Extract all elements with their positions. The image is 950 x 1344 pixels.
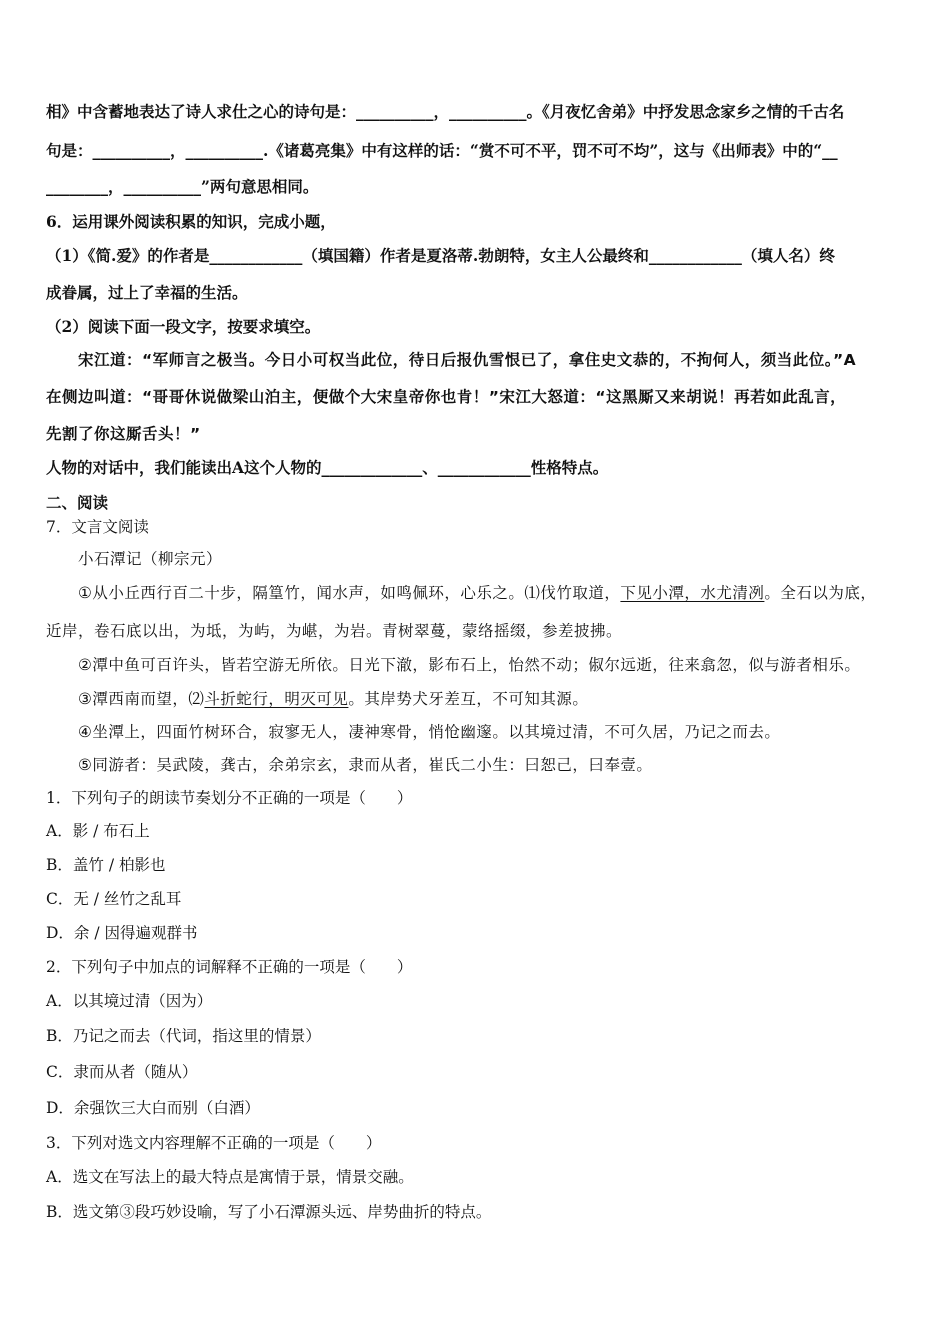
q6-passage-line2: 在侧边叫道：“哥哥休说做梁山泊主，便做个大宋皇帝你也肯！”宋江大怒道：“这黑厮又来胡说！再若如此乱言， [46, 388, 847, 406]
section5-line3: ________，__________”两句意思相同。 [46, 177, 319, 196]
text-title: 小石潭记（柳宗元） [78, 550, 223, 568]
question-3-option-b: B．选文第③段巧妙设喻，写了小石潭源头远、岸势曲折的特点。 [46, 1203, 492, 1221]
paragraph-3-text-b: 。其岸势犬牙差互，不可知其源。 [348, 690, 589, 708]
question-2-option-a: A．以其境过清（因为） [46, 992, 213, 1010]
paragraph-3-text-a: ③潭西南而望，⑵ [78, 690, 205, 708]
paragraph-4: ④坐潭上，四面竹树环合，寂寥无人，凄神寒骨，悄怆幽邃。以其境过清，不可久居，乃记之而去。 [78, 723, 781, 741]
question-1-option-c: C．无 / 丝竹之乱耳 [46, 890, 182, 908]
paragraph-1-text-b: 。全石以为底， [764, 584, 877, 602]
question-2-option-c: C．隶而从者（随从） [46, 1063, 198, 1081]
paragraph-2: ②潭中鱼可百许头，皆若空游无所依。日光下澈，影布石上，怡然不动；俶尔远逝，往来翕忽，似与游者相乐。 [78, 656, 861, 674]
paragraph-1-line2: 近岸，卷石底以出，为坻，为屿，为嵁，为岩。青树翠蔓，蒙络摇缀，参差披拂。 [46, 622, 623, 640]
q7-title: 7．文言文阅读 [46, 518, 149, 536]
paragraph-3 [78, 688, 918, 710]
part2-heading: 二、阅读 [46, 493, 109, 512]
paragraph-1-underlined: 下见小潭，水尤清冽 [620, 584, 765, 602]
question-1-option-a: A．影 / 布石上 [46, 822, 150, 840]
question-1-option-d: D．余 / 因得遍观群书 [46, 924, 198, 942]
q6-answer-line: 人物的对话中，我们能读出A这个人物的_____________、____________性格特点。 [46, 458, 609, 477]
question-2-option-d: D．余强饮三大白而别（白酒） [46, 1099, 260, 1117]
paragraph-1-line1 [78, 582, 918, 604]
paragraph-3-underlined: 斗折蛇行，明灭可见 [204, 690, 349, 708]
section5-line1: 相》中含蓄地表达了诗人求仕之心的诗句是：__________，__________。《月夜忆舍弟》中抒发思念家乡之情的千古名 [46, 102, 845, 121]
question-1-option-b: B．盖竹 / 柏影也 [46, 856, 166, 874]
question-1-stem: 1．下列句子的朗读节奏划分不正确的一项是（ ） [46, 789, 413, 807]
q6-title: 6．运用课外阅读积累的知识，完成小题， [46, 212, 336, 231]
paragraph-1-text-a: ①从小丘西行百二十步，隔篁竹，闻水声，如鸣佩环，心乐之。⑴伐竹取道， [78, 584, 621, 602]
q6-sub2: （2）阅读下面一段文字，按要求填空。 [46, 317, 321, 336]
question-3-option-a: A．选文在写法上的最大特点是寓情于景，情景交融。 [46, 1168, 414, 1186]
q6-passage-line3: 先割了你这厮舌头！” [46, 425, 201, 443]
question-2-option-b: B．乃记之而去（代词，指这里的情景） [46, 1027, 321, 1045]
section5-line2: 句是：__________，__________.《诸葛亮集》中有这样的话：“赏不可不平，罚不可不均”，这与《出师表》中的“__ [46, 141, 838, 160]
paragraph-5: ⑤同游者：吴武陵，龚古，余弟宗玄，隶而从者，崔氏二小生：曰恕己，曰奉壹。 [78, 756, 653, 774]
question-3-stem: 3．下列对选文内容理解不正确的一项是（ ） [46, 1134, 382, 1152]
q6-sub1-line2: 成眷属，过上了幸福的生活。 [46, 283, 248, 302]
question-2-stem: 2．下列句子中加点的词解释不正确的一项是（ ） [46, 958, 413, 976]
q6-sub1-line1: （1）《简.爱》的作者是____________（填国籍）作者是夏洛蒂.勃朗特，女主人公最终和____________（填人名）终 [46, 246, 835, 265]
q6-passage-line1: 宋江道：“军师言之极当。今日小可权当此位，待日后报仇雪恨已了，拿住史文恭的，不拘何人，须当此位。”A [78, 351, 857, 369]
